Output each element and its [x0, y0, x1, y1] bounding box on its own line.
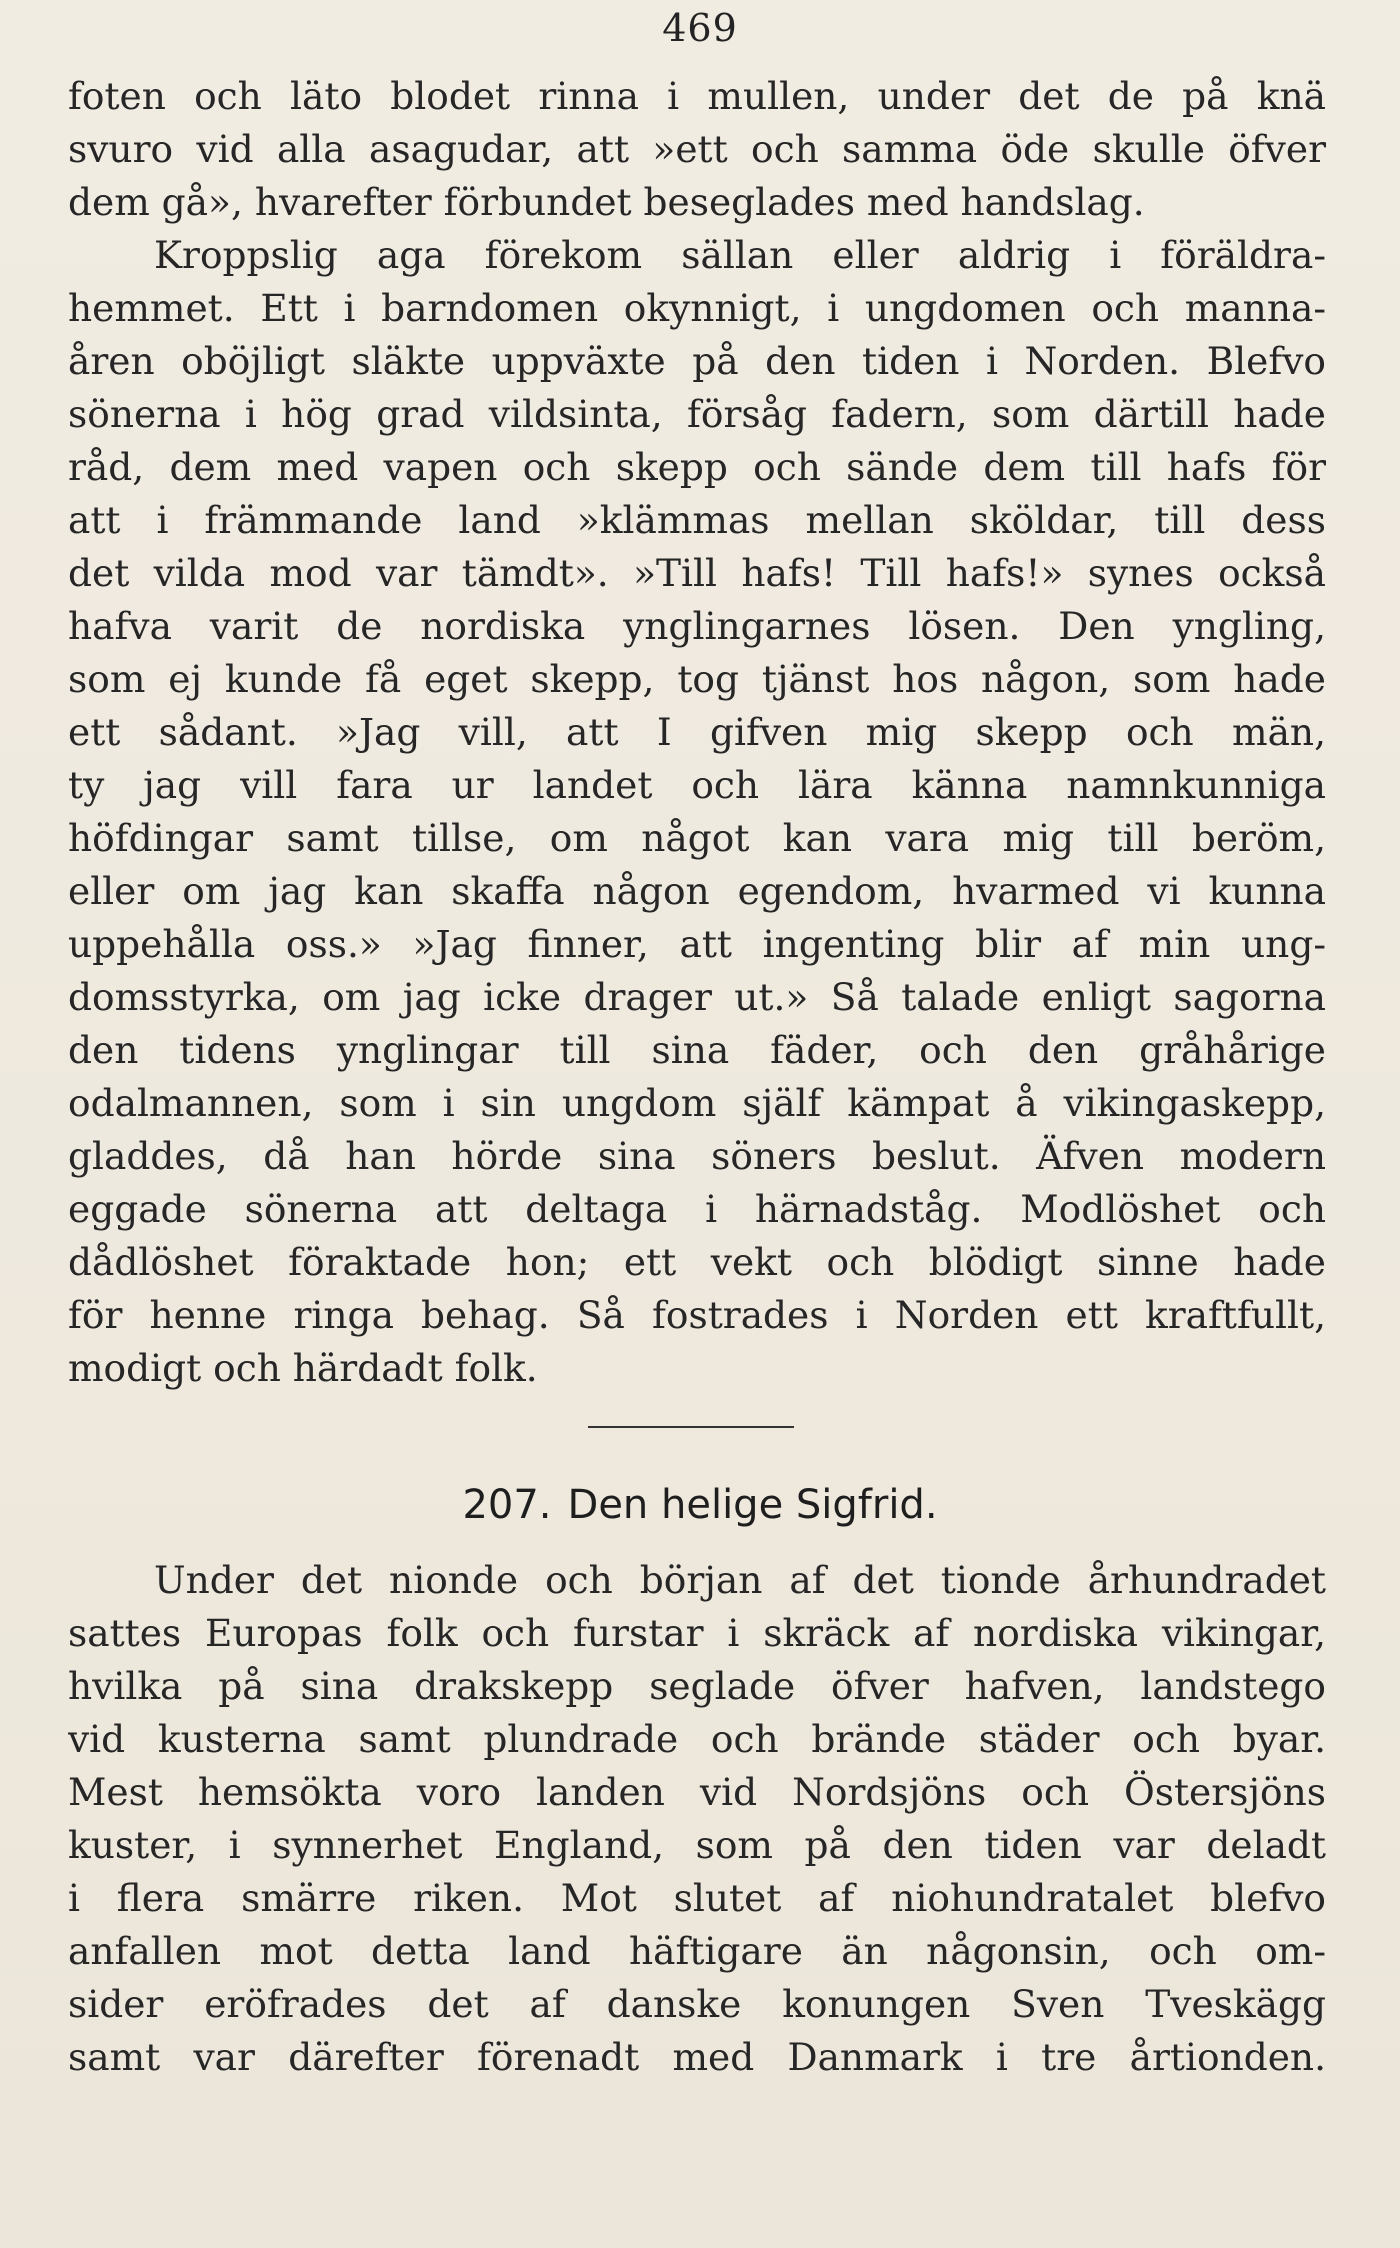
text-line: det vilda mod var tämdt». »Till hafs! Till hafs!» synes också — [68, 551, 1326, 595]
text-line: Mest hemsökta voro landen vid Nordsjöns och Östersjöns — [68, 1770, 1326, 1814]
text-line: sönerna i hög grad vildsinta, försåg fadern, som därtill hade — [68, 392, 1326, 436]
text-line: anfallen mot detta land häftigare än någonsin, och om- — [68, 1929, 1326, 1973]
text-line: svuro vid alla asagudar, att »ett och samma öde skulle öfver — [68, 127, 1326, 171]
text-line: ett sådant. »Jag vill, att I gifven mig skepp och män, — [68, 710, 1326, 754]
text-line: Kroppslig aga förekom sällan eller aldrig i föräldra- — [154, 233, 1326, 277]
text-line: modigt och härdadt folk. — [68, 1346, 538, 1390]
text-line: för henne ringa behag. Så fostrades i Norden ett kraftfullt, — [68, 1293, 1326, 1337]
text-line: uppehålla oss.» »Jag finner, att ingenting blir af min ung- — [68, 922, 1326, 966]
section-heading — [0, 1482, 1400, 1528]
text-line: foten och läto blodet rinna i mullen, under det de på knä — [68, 74, 1326, 118]
text-line: hemmet. Ett i barndomen okynnigt, i ungdomen och manna- — [68, 286, 1326, 330]
text-line: sider eröfrades det af danske konungen Sven Tveskägg — [68, 1982, 1326, 2026]
text-line: åren oböjligt släkte uppväxte på den tiden i Norden. Blefvo — [68, 339, 1326, 383]
text-line: att i främmande land »klämmas mellan sköldar, till dess — [68, 498, 1326, 542]
text-line: gladdes, då han hörde sina söners beslut. Äfven modern — [68, 1134, 1326, 1178]
text-line: hafva varit de nordiska ynglingarnes lösen. Den yngling, — [68, 604, 1326, 648]
text-line: eggade sönerna att deltaga i härnadståg. Modlöshet och — [68, 1187, 1326, 1231]
paragraph-3 — [68, 1554, 1326, 2084]
text-line: höfdingar samt tillse, om något kan vara mig till beröm, — [68, 816, 1326, 860]
text-line: odalmannen, som i sin ungdom själf kämpat å vikingaskepp, — [68, 1081, 1326, 1125]
section-divider — [588, 1426, 794, 1428]
text-line: Under det nionde och början af det tionde århundradet — [154, 1558, 1326, 1602]
text-line: ty jag vill fara ur landet och lära känna namnkunniga — [68, 763, 1326, 807]
text-line: i flera smärre riken. Mot slutet af niohundratalet blefvo — [68, 1876, 1326, 1920]
text-line: vid kusterna samt plundrade och brände städer och byar. — [68, 1717, 1326, 1761]
text-line: eller om jag kan skaffa någon egendom, hvarmed vi kunna — [68, 869, 1326, 913]
text-line: dem gå», hvarefter förbundet beseglades med handslag. — [68, 180, 1145, 224]
text-line: sattes Europas folk och furstar i skräck af nordiska vikingar, — [68, 1611, 1326, 1655]
text-line: domsstyrka, om jag icke drager ut.» Så talade enligt sagorna — [68, 975, 1326, 1019]
paragraph-1 — [68, 70, 1326, 229]
text-line: samt var därefter förenadt med Danmark i tre årtionden. — [68, 2035, 1326, 2079]
text-block-bottom — [68, 1554, 1326, 2084]
text-line: råd, dem med vapen och skepp och sände dem till hafs för — [68, 445, 1326, 489]
text-line: som ej kunde få eget skepp, tog tjänst hos någon, som hade — [68, 657, 1326, 701]
text-line: kuster, i synnerhet England, som på den tiden var deladt — [68, 1823, 1326, 1867]
page-number: 469 — [662, 6, 738, 50]
text-line: hvilka på sina drakskepp seglade öfver hafven, landstego — [68, 1664, 1326, 1708]
text-block-top — [68, 70, 1326, 1395]
paragraph-2 — [68, 229, 1326, 1395]
section-title: Den helige Sigfrid. — [567, 1482, 938, 1528]
section-number: 207. — [462, 1482, 552, 1528]
text-line: dådlöshet föraktade hon; ett vekt och blödigt sinne hade — [68, 1240, 1326, 1284]
text-line: den tidens ynglingar till sina fäder, och den gråhårige — [68, 1028, 1326, 1072]
